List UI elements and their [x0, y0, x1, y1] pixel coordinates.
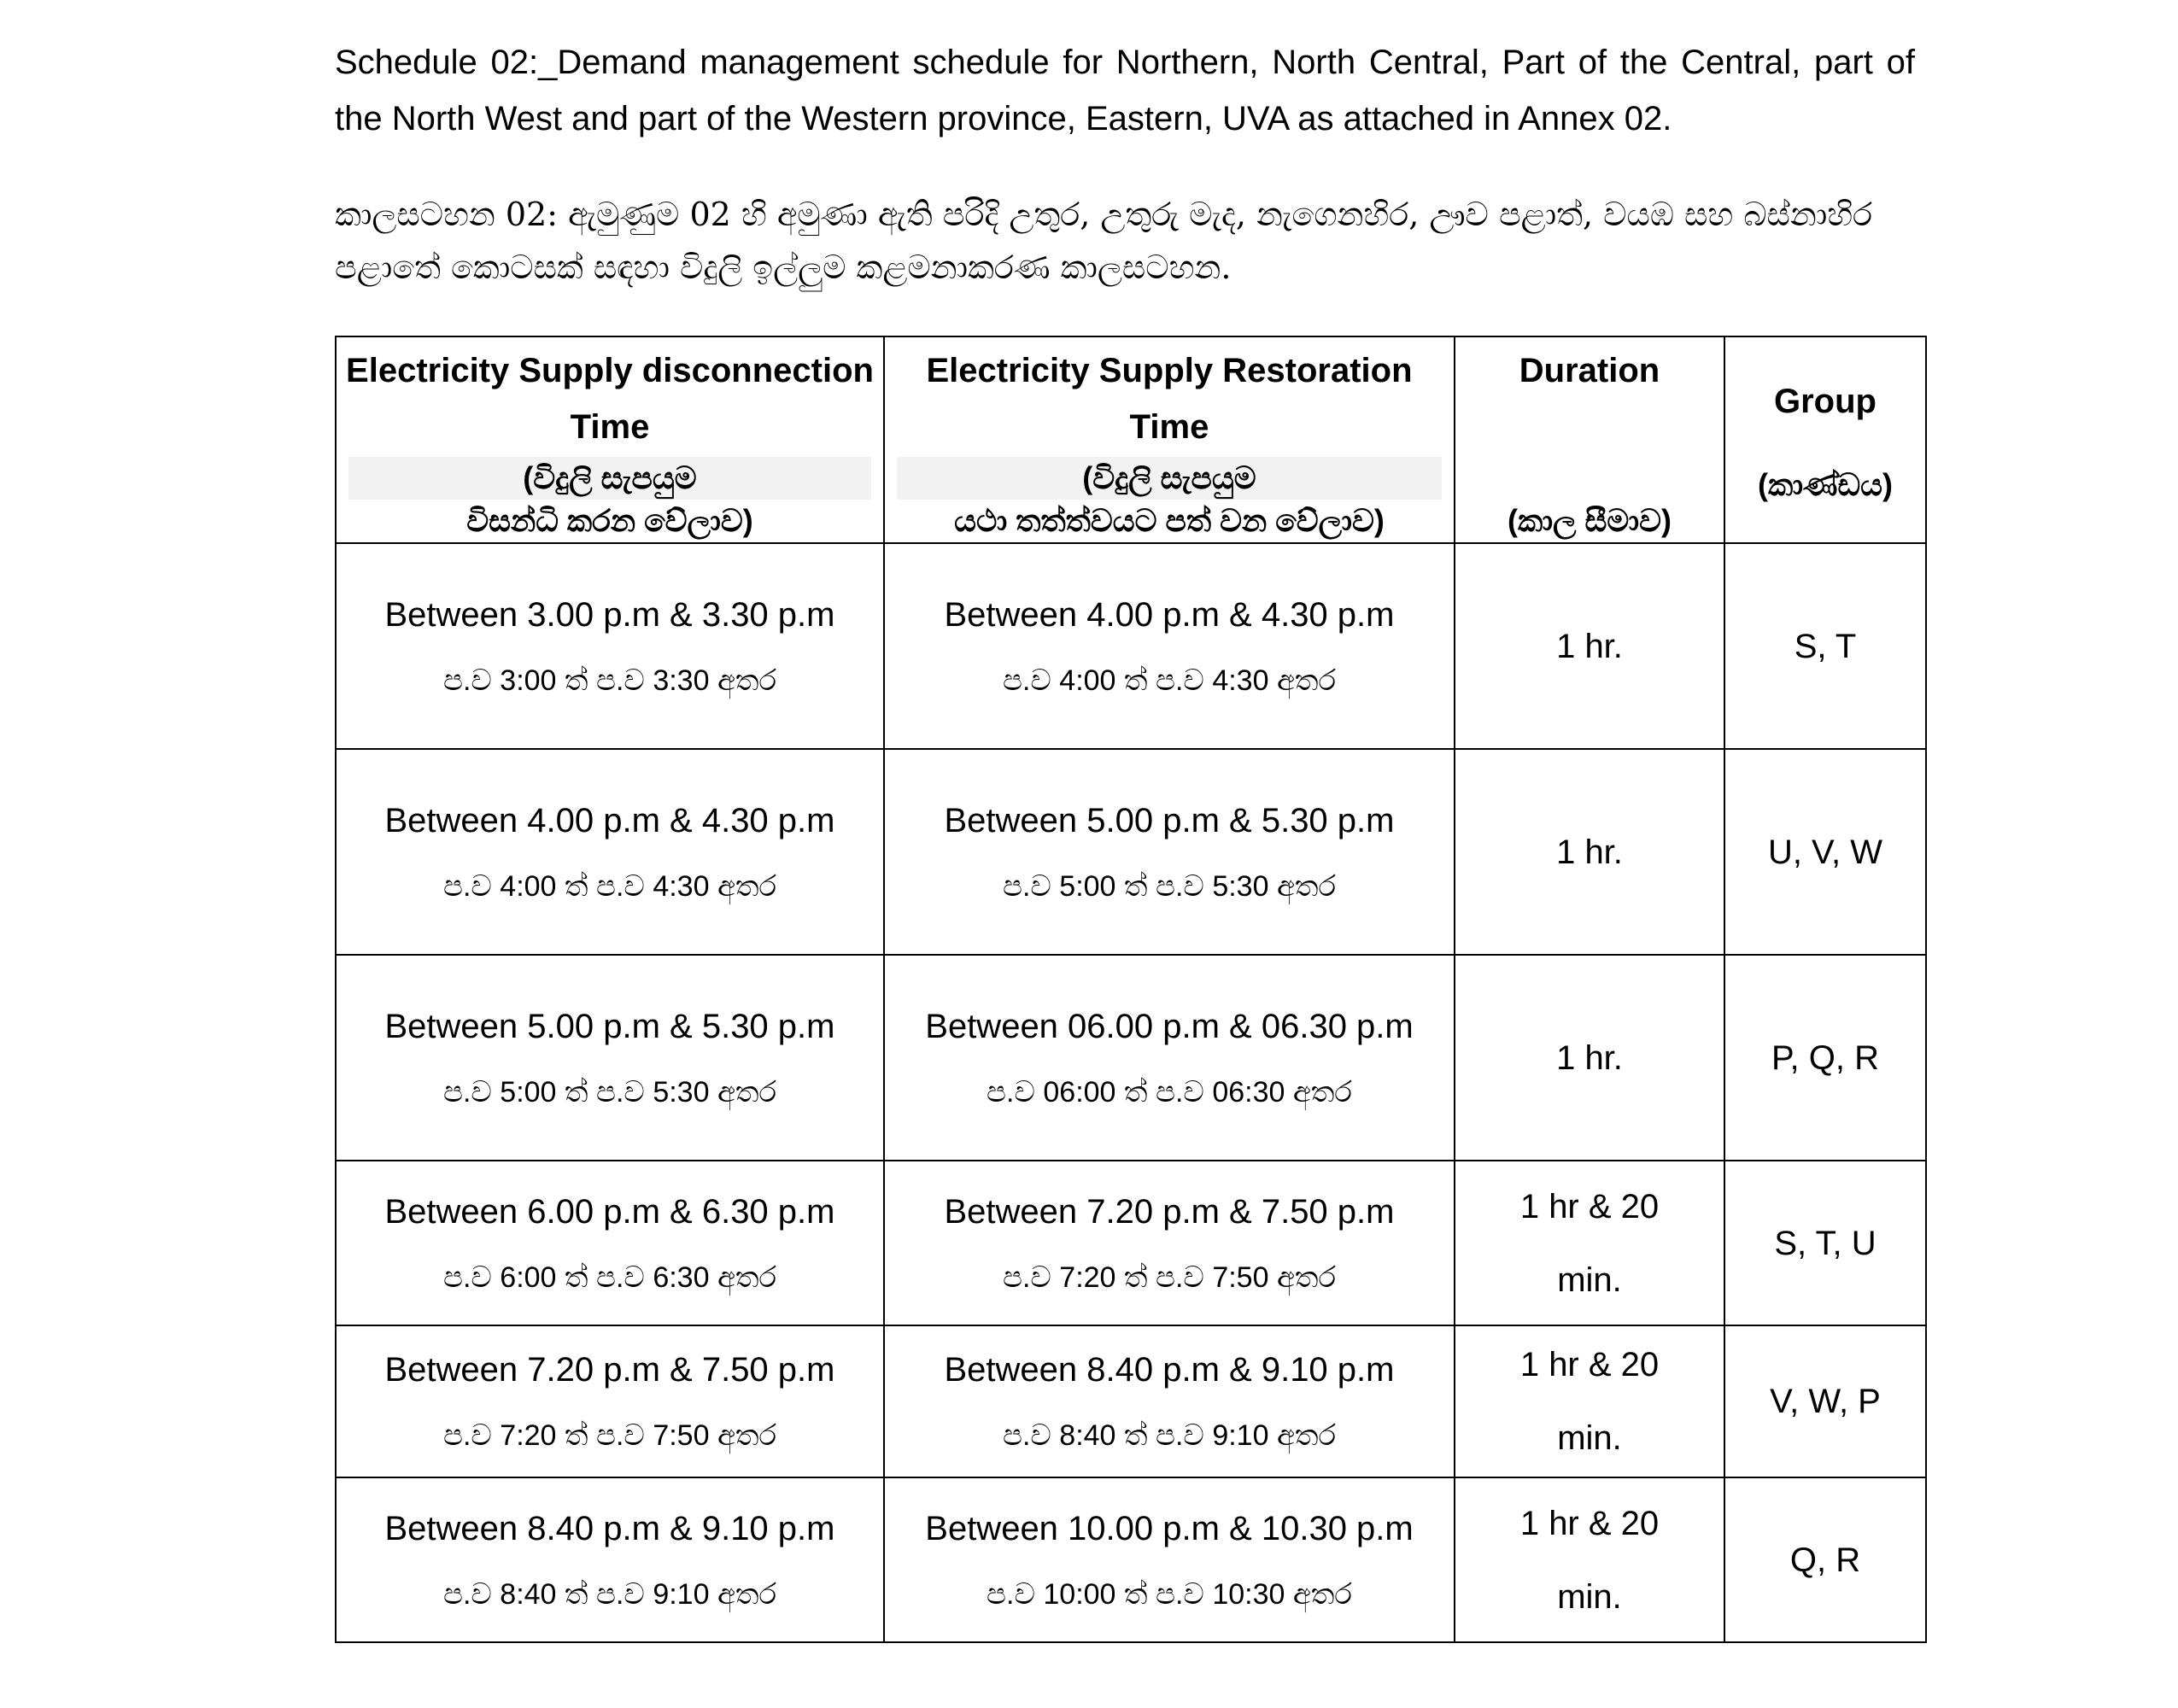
disconnection-cell: [336, 955, 884, 1161]
group-cell: P, Q, R: [1724, 955, 1926, 1161]
restoration-en: Between 10.00 p.m & 10.30 p.m: [925, 1509, 1414, 1547]
schedule-title-sinhala: කාලසටහන 02: ඇමුණුම 02 හි අමුණා ඇති පරිදි උතුර, උතුරු මැද, නැගෙනහිර, ඌව පළාත්, වයඹ සහ බස්නාහිර පළාතේ කොටසක් සඳහා විදුලි ඉල්ලුම කළමනාකරණ කාලසටහන.: [335, 196, 1873, 286]
duration-cell: 1 hr.: [1455, 955, 1724, 1161]
header-restoration-time: [884, 336, 1455, 543]
disconnection-si: ප.ව 6:00 ත් ප.ව 6:30 අතර: [442, 1261, 777, 1294]
header-restoration-en: Electricity Supply Restoration Time: [926, 352, 1413, 446]
duration-cell: 1 hr.: [1455, 543, 1724, 749]
restoration-cell: [884, 1161, 1455, 1325]
restoration-si: ප.ව 7:20 ත් ප.ව 7:50 අතර: [1002, 1261, 1337, 1294]
disconnection-en: Between 3.00 p.m & 3.30 p.m: [384, 595, 835, 634]
header-group-en: Group: [1774, 383, 1876, 420]
table-row: [336, 543, 1926, 749]
header-group-si: (කාණ්ඩය): [1757, 467, 1894, 502]
demand-schedule-table: [335, 336, 1927, 1643]
restoration-en: Between 4.00 p.m & 4.30 p.m: [944, 595, 1395, 634]
duration-cell: 1 hr & 20 min.: [1455, 1325, 1724, 1477]
disconnection-cell: [336, 749, 884, 955]
restoration-en: Between 06.00 p.m & 06.30 p.m: [925, 1007, 1414, 1045]
table-row: [336, 955, 1926, 1161]
table-row: [336, 1325, 1926, 1477]
disconnection-si: ප.ව 8:40 ත් ප.ව 9:10 අතර: [442, 1577, 777, 1611]
group-cell: Q, R: [1724, 1477, 1926, 1642]
disconnection-en: Between 6.00 p.m & 6.30 p.m: [384, 1192, 835, 1231]
restoration-si: ප.ව 5:00 ත් ප.ව 5:30 අතර: [1002, 869, 1337, 903]
restoration-si: ප.ව 8:40 ත් ප.ව 9:10 අතර: [1002, 1419, 1337, 1452]
header-disconnection-si-line2: විසන්ධි කරන වේලාව): [466, 503, 753, 538]
table-row: [336, 749, 1926, 955]
disconnection-cell: [336, 543, 884, 749]
header-disconnection-si-line1: (විදුලි සැපයුම: [348, 457, 871, 500]
disconnection-si: ප.ව 5:00 ත් ප.ව 5:30 අතර: [442, 1075, 777, 1108]
duration-cell: 1 hr & 20 min.: [1455, 1477, 1724, 1642]
header-disconnection-time: [336, 336, 884, 543]
restoration-en: Between 7.20 p.m & 7.50 p.m: [944, 1192, 1395, 1231]
header-duration-si: (කාල සීමාව): [1507, 503, 1672, 538]
header-duration-en: Duration: [1519, 352, 1660, 389]
disconnection-si: ප.ව 7:20 ත් ප.ව 7:50 අතර: [442, 1419, 777, 1452]
group-cell: S, T: [1724, 543, 1926, 749]
restoration-en: Between 5.00 p.m & 5.30 p.m: [944, 801, 1395, 839]
header-group: [1724, 336, 1926, 543]
table-header-row: [336, 336, 1926, 543]
restoration-en: Between 8.40 p.m & 9.10 p.m: [944, 1351, 1395, 1389]
restoration-cell: [884, 1477, 1455, 1642]
group-cell: V, W, P: [1724, 1325, 1926, 1477]
disconnection-cell: [336, 1161, 884, 1325]
table-row: [336, 1477, 1926, 1642]
restoration-cell: [884, 543, 1455, 749]
restoration-cell: [884, 749, 1455, 955]
disconnection-en: Between 7.20 p.m & 7.50 p.m: [384, 1351, 835, 1389]
header-duration: [1455, 336, 1724, 543]
restoration-si: ප.ව 4:00 ත් ප.ව 4:30 අතර: [1002, 664, 1337, 697]
disconnection-cell: [336, 1477, 884, 1642]
disconnection-si: ප.ව 3:00 ත් ප.ව 3:30 අතර: [442, 664, 777, 697]
duration-cell: 1 hr & 20 min.: [1455, 1161, 1724, 1325]
header-disconnection-en: Electricity Supply disconnection Time: [346, 352, 874, 446]
schedule-title-english: Schedule 02:_Demand management schedule for Northern, North Central, Part of the Central, part of the North West and part of the Western province, Eastern, UVA as attached in Annex 02.: [335, 44, 1915, 137]
group-cell: U, V, W: [1724, 749, 1926, 955]
duration-cell: 1 hr.: [1455, 749, 1724, 955]
restoration-cell: [884, 1325, 1455, 1477]
header-restoration-si-line1: (විදුලි සැපයුම: [897, 457, 1442, 500]
restoration-cell: [884, 955, 1455, 1161]
group-cell: S, T, U: [1724, 1161, 1926, 1325]
disconnection-en: Between 5.00 p.m & 5.30 p.m: [384, 1007, 835, 1045]
restoration-si: ප.ව 06:00 ත් ප.ව 06:30 අතර: [987, 1075, 1352, 1108]
header-restoration-si-line2: යථා තත්ත්වයට පත් වන වේලාව): [954, 503, 1385, 538]
disconnection-si: ප.ව 4:00 ත් ප.ව 4:30 අතර: [442, 869, 777, 903]
disconnection-en: Between 4.00 p.m & 4.30 p.m: [384, 801, 835, 839]
restoration-si: ප.ව 10:00 ත් ප.ව 10:30 අතර: [987, 1577, 1352, 1611]
disconnection-en: Between 8.40 p.m & 9.10 p.m: [384, 1509, 835, 1547]
disconnection-cell: [336, 1325, 884, 1477]
table-row: [336, 1161, 1926, 1325]
